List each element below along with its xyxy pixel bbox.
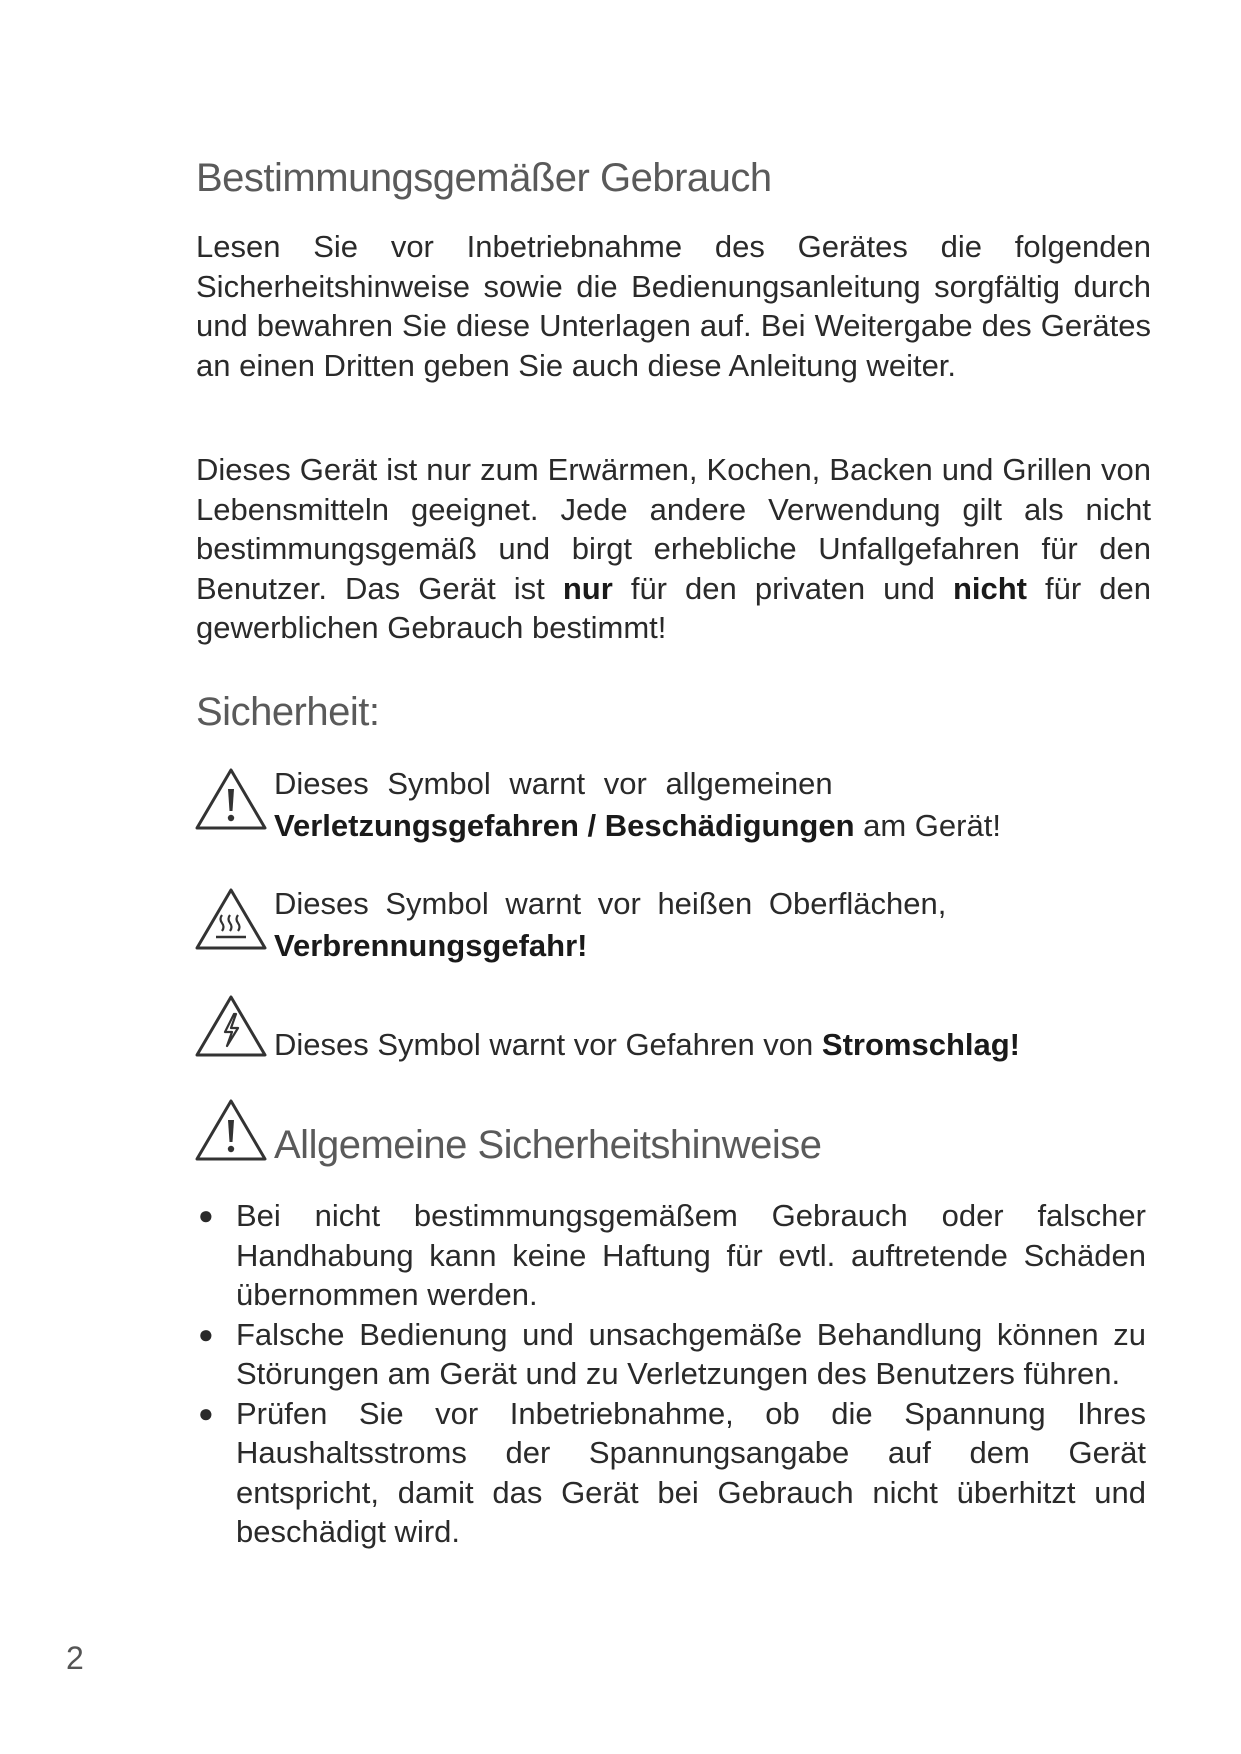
symbol-text-hot-surface bbox=[274, 883, 1074, 967]
symbol-general-line1: Dieses Symbol warnt vor allgemeinen bbox=[274, 766, 833, 801]
bullet-dot: ● bbox=[198, 1200, 214, 1230]
page-number: 2 bbox=[66, 1640, 84, 1676]
symbol-text-general bbox=[274, 763, 1074, 847]
section-title-intended-use: Bestimmungsgemäßer Gebrauch bbox=[196, 156, 772, 200]
list-item bbox=[196, 1315, 1146, 1394]
hot-surface-icon bbox=[194, 887, 268, 951]
symbol-general-emphasis: Verletzungsgefahren / Beschädigungen bbox=[274, 808, 855, 843]
symbol-hot-emphasis: Verbrennungsgefahr! bbox=[274, 928, 588, 963]
symbol-hot-line2 bbox=[274, 925, 1074, 967]
warning-exclamation-icon bbox=[194, 1098, 268, 1162]
symbol-electric-emphasis: Stromschlag! bbox=[821, 1027, 1021, 1062]
symbol-general-line2 bbox=[274, 805, 1074, 847]
section-title-safety: Sicherheit: bbox=[196, 690, 380, 734]
electric-shock-icon bbox=[194, 994, 268, 1058]
bullet-dot: ● bbox=[198, 1397, 214, 1428]
bullet-text: Prüfen Sie vor Inbetriebnahme, ob die Spannung Ihres Haushaltsstroms der Spannungsangabe auf dem Gerät entspricht, damit das Gerät bei Gebrauch nicht überhitzt und beschädigt wird. bbox=[236, 1395, 1146, 1549]
symbol-text-electric bbox=[274, 1024, 1074, 1066]
usage-paragraph bbox=[196, 450, 1151, 648]
symbol-hot-line1: Dieses Symbol warnt vor heißen Oberflächen, bbox=[274, 886, 947, 921]
usage-text-2: für den privaten und bbox=[612, 570, 953, 606]
symbol-electric-text: Dieses Symbol warnt vor Gefahren von bbox=[274, 1027, 822, 1062]
usage-text-3: für den gewerblichen Gebrauch bestimmt! bbox=[196, 570, 1151, 645]
warning-exclamation-icon bbox=[194, 767, 268, 831]
bullet-text: Bei nicht bestimmungsgemäßem Gebrauch oder falscher Handhabung kann keine Haftung für evtl. auftretende Schäden übernommen werden. bbox=[236, 1198, 1146, 1312]
usage-emphasis-only: nur bbox=[562, 570, 613, 606]
intro-paragraph: Lesen Sie vor Inbetriebnahme des Gerätes die folgenden Sicherheitshinweise sowie die Bedienungsanleitung sorgfältig durch und bewahren Sie diese Unterlagen auf. Bei Weitergabe des Gerätes an einen Dritten geben Sie auch diese Anleitung weiter. bbox=[196, 229, 1151, 383]
section-title-general-safety: Allgemeine Sicherheitshinweise bbox=[274, 1123, 822, 1167]
bullet-text: Falsche Bedienung und unsachgemäße Behandlung können zu Störungen am Gerät und zu Verletzungen des Benutzers führen. bbox=[236, 1316, 1146, 1391]
list-item bbox=[196, 1196, 1146, 1315]
usage-text-1: Dieses Gerät ist nur zum Erwärmen, Kochen, Backen und Grillen von Lebensmitteln geeignet. Jede andere Verwendung gilt als nicht bestimmungsgemäß und birgt erhebliche Unfallgefahren für den Benutzer. Das Gerät ist bbox=[196, 452, 1151, 606]
safety-bullet-list bbox=[196, 1196, 1146, 1552]
bullet-dot: ● bbox=[198, 1318, 214, 1349]
list-item bbox=[196, 1394, 1146, 1552]
usage-emphasis-not: nicht bbox=[952, 570, 1027, 606]
symbol-general-suffix: am Gerät! bbox=[854, 808, 1001, 843]
